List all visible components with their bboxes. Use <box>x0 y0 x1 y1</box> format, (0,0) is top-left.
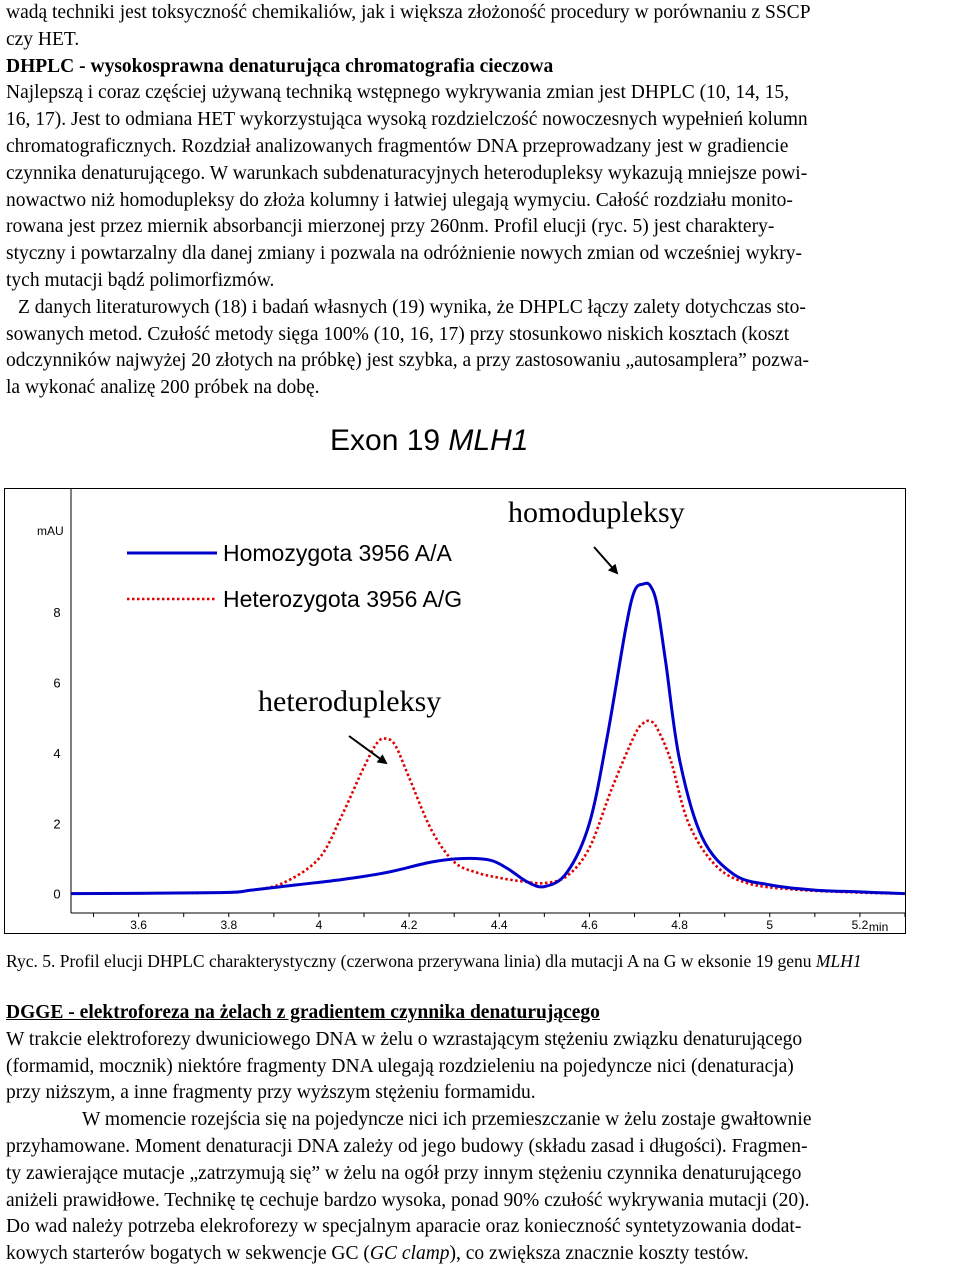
chart-series-layer <box>71 583 905 893</box>
dhplc-para1-line: rowana jest przez miernik absorbancji mierzonej przy 260nm. Profil elucji (ryc. 5) jest charaktery- <box>6 216 775 238</box>
section-heading-dhplc: DHPLC - wysokosprawna denaturująca chromatografia cieczowa <box>6 55 554 77</box>
legend-label: Homozygota 3956 A/A <box>223 540 452 566</box>
intro-line-1: wadą techniki jest toksyczność chemikaliów, jak i większa złożoność procedury w porównaniu z SSCP <box>6 2 811 23</box>
x-tick-label: 4.4 <box>490 918 508 932</box>
dgge-last-line-suffix: ), co zwiększa znacznie koszty testów. <box>449 1243 749 1265</box>
chart-frame <box>4 488 906 934</box>
x-tick-label: 3.6 <box>130 918 147 932</box>
dgge-para1-line: W trakcie elektroforezy dwuniciowego DNA w żelu o wzrastającym stężeniu związku denaturującego <box>6 1028 803 1050</box>
x-tick-label: 4.2 <box>400 918 418 932</box>
x-axis-unit-label: min <box>868 920 889 933</box>
y-tick-label: 2 <box>53 816 61 832</box>
dgge-last-line <box>6 1241 956 1268</box>
dhplc-para1-line: Najlepszą i coraz częściej używaną techniką wstępnego wykrywania zmian jest DHPLC (10, 14, 15, <box>6 82 789 104</box>
legend-label: Heterozygota 3956 A/G <box>223 586 463 612</box>
chart-title-text: Exon 19 <box>330 424 449 457</box>
y-tick-label: 6 <box>53 675 61 691</box>
x-tick-label: 5 <box>766 918 774 932</box>
dgge-last-line-em: GC clamp <box>369 1243 450 1265</box>
figure-caption-gene: MLH1 <box>815 951 862 971</box>
arrow-homoduplex <box>594 547 617 573</box>
chart-title-gene: MLH1 <box>448 424 529 457</box>
section-heading-dgge: DGGE - elektroforeza na żelach z gradientem czynnika denaturującego <box>6 1002 600 1023</box>
dgge-section <box>6 1000 956 1268</box>
dgge-para2-line: przyhamowane. Moment denaturacji DNA zależy od jego budowy (składu zasad i długości). Fragmen- <box>6 1135 808 1157</box>
dgge-last-line-prefix: kowych starterów bogatych w sekwencje GC ( <box>6 1243 370 1265</box>
chart-ticks <box>37 524 905 933</box>
x-tick-label: 4.8 <box>671 918 688 932</box>
x-tick-label: 5.2 <box>851 918 869 932</box>
x-tick-label: 4 <box>315 918 323 932</box>
dgge-para2-line: Do wad należy potrzeba elekroforezy w specjalnym aparacie oraz konieczność syntetyzowania dodat- <box>6 1216 802 1238</box>
y-tick-label: 8 <box>53 605 61 621</box>
annotation-heteroduplex: heterodupleksy <box>258 685 442 718</box>
dhplc-para1-line: tych mutacji bądź polimorfizmów. <box>6 269 275 291</box>
x-tick-label: 4.6 <box>581 918 598 932</box>
dhplc-para2-line: odczynników najwyżej 20 złotych na próbkę) jest szybka, a przy zastosowaniu „autosamplera” pozwa- <box>6 350 810 372</box>
chart-svg <box>5 489 905 933</box>
series-heterozygote-line <box>71 721 905 894</box>
dhplc-para2-line: sowanych metod. Czułość metody sięga 100% (10, 16, 17) przy stosunkowo niskich kosztach (koszt <box>6 323 790 345</box>
dhplc-para1-line: czynnika denaturującego. W warunkach subdenaturacyjnych heterodupleksy wykazują mniejsze powi- <box>6 162 808 184</box>
chart-annotations <box>258 496 685 763</box>
page-top-text <box>6 0 956 402</box>
figure-caption <box>6 951 862 972</box>
dgge-para2-line: W momencie rozejścia się na pojedyncze nici ich przemieszczanie w żelu zostaje gwałtownie <box>82 1109 812 1131</box>
dhplc-para2-line: Z danych literaturowych (18) i badań własnych (19) wynika, że DHPLC łączy zalety dotychczas sto- <box>18 296 806 318</box>
y-axis-unit-label: mAU <box>37 524 64 538</box>
x-tick-label: 3.8 <box>220 918 238 932</box>
dhplc-para1-line: nowactwo niż homodupleksy do złoża kolumny i łatwiej ulegają wymyciu. Całość rozdziału monito- <box>6 189 793 211</box>
y-tick-label: 0 <box>53 886 61 902</box>
chart-legend <box>127 540 462 612</box>
figure-caption-text: Ryc. 5. Profil elucji DHPLC charakterystyczny (czerwona przerywana linia) dla mutacji A na G w eksonie 19 genu <box>6 951 816 971</box>
dhplc-para2-line: la wykonać analizę 200 próbek na dobę. <box>6 377 320 399</box>
annotation-homoduplex: homodupleksy <box>508 496 685 529</box>
dgge-para2-line: ty zawierające mutacje „zatrzymują się” w żelu na ogół przy innym stężeniu czynnika denaturującego <box>6 1162 802 1184</box>
dhplc-para1-line: chromatograficznych. Rozdział analizowanych fragmentów DNA przeprowadzany jest w gradiencie <box>6 135 789 157</box>
dgge-para1-line: (formamid, mocznik) niektóre fragmenty DNA ulegają rozdzieleniu na pojedyncze nici (denaturacja) <box>6 1055 794 1077</box>
dgge-para1-line: przy niższym, a inne fragmenty przy wyższym stężeniu formamidu. <box>6 1082 536 1104</box>
dhplc-para1-line: 16, 17). Jest to odmiana HET wykorzystująca wysoką rozdzielczość nowoczesnych wypełnień kolumn <box>6 109 808 131</box>
dgge-para2-line: aniżeli prawidłowe. Technikę tę cechuje bardzo wysoka, ponad 90% czułość wykrywania mutacji (20). <box>6 1189 810 1211</box>
intro-line-2: czy HET. <box>6 28 80 50</box>
series-homozygote-line <box>71 583 905 893</box>
chart-title <box>330 424 528 458</box>
y-tick-label: 4 <box>53 745 61 761</box>
dhplc-para1-line: styczny i powtarzalny dla danej zmiany i pozwala na odróżnienie nowych zmian od wcześniej wykry- <box>6 243 802 265</box>
